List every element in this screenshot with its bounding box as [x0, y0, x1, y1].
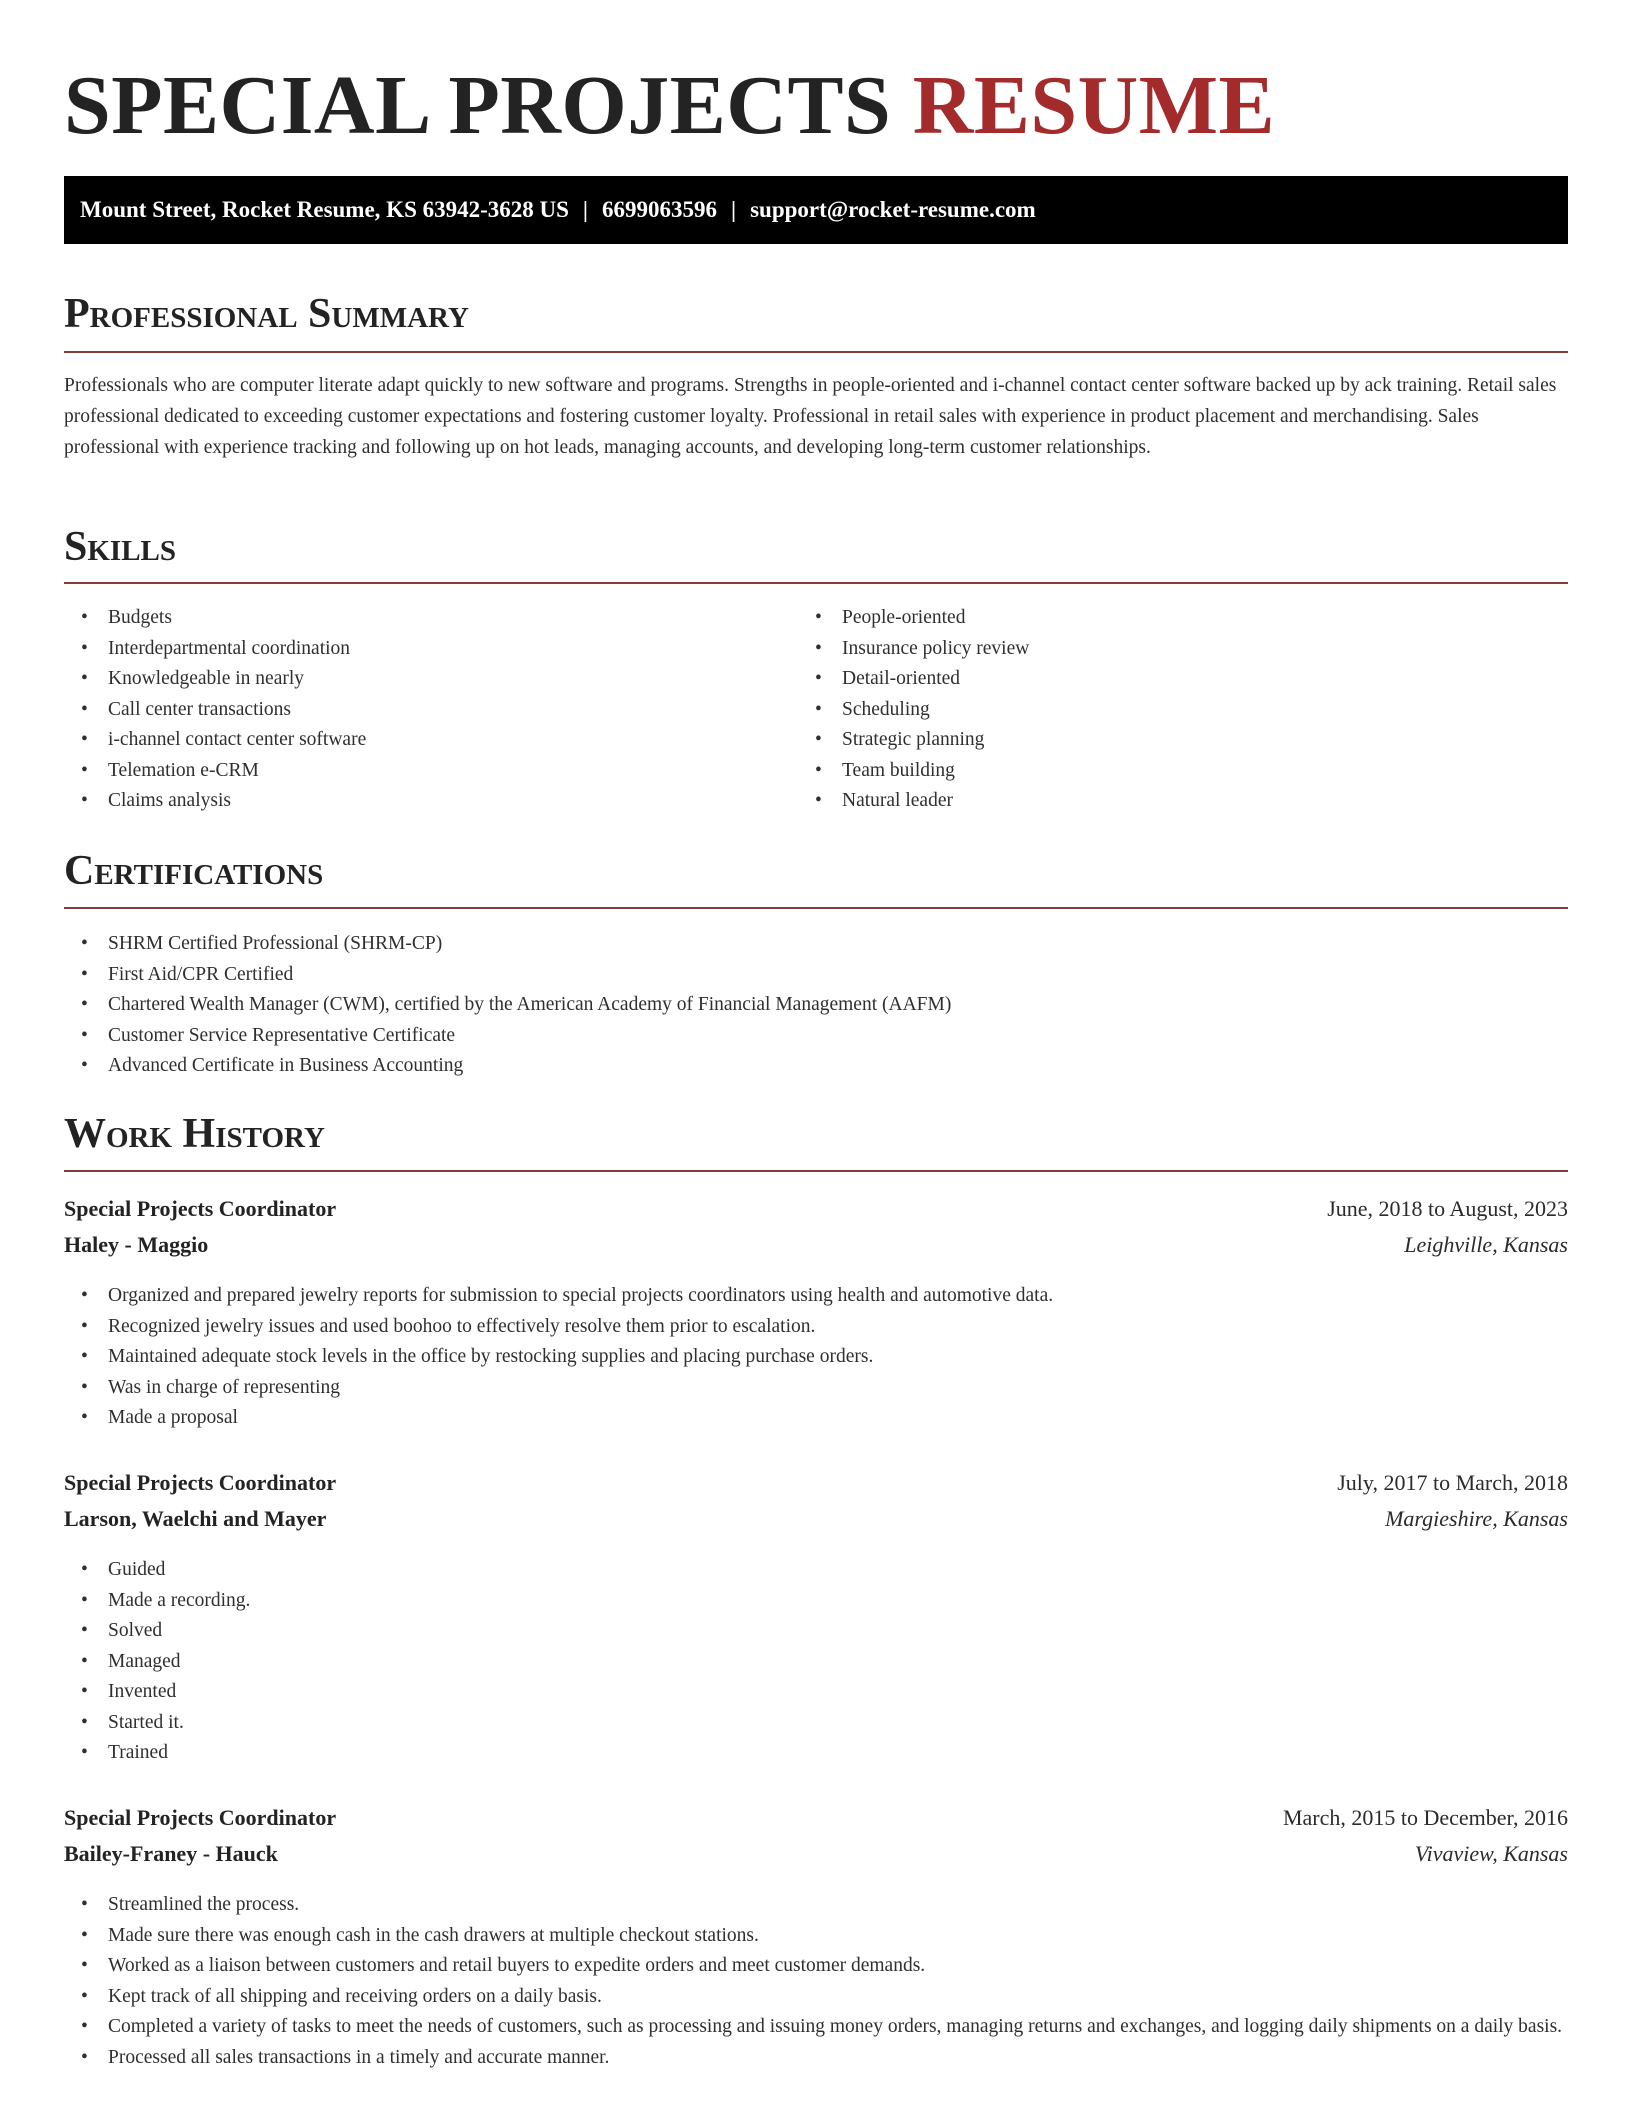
- job-bullet: • Recognized jewelry issues and used boohoo to effectively resolve them prior to escalation.: [64, 1312, 1568, 1343]
- contact-separator: |: [582, 197, 588, 222]
- job-bullets: [64, 1890, 1568, 2073]
- skill-item: • Strategic planning: [798, 725, 1498, 756]
- job-dates: March, 2015 to December, 2016: [1282, 1805, 1568, 1830]
- skills-list-left: [64, 603, 764, 817]
- job-bullet: • Made a proposal: [64, 1403, 1568, 1434]
- skill-item: • Natural leader: [798, 786, 1498, 817]
- section-divider: [64, 351, 1568, 353]
- certification-item: • SHRM Certified Professional (SHRM-CP): [64, 929, 1568, 960]
- skill-item: • Budgets: [64, 603, 764, 634]
- job-bullet: • Processed all sales transactions in a timely and accurate manner.: [64, 2043, 1568, 2074]
- summary-heading: Professional Summary: [64, 291, 469, 337]
- skill-item: • Detail-oriented: [798, 664, 1498, 695]
- contact-phone[interactable]: 6699063596: [602, 197, 717, 222]
- certification-item: • First Aid/CPR Certified: [64, 960, 1568, 991]
- certification-item: • Advanced Certificate in Business Accounting: [64, 1051, 1568, 1082]
- job-company: Bailey-Franey - Hauck: [64, 1841, 278, 1866]
- section-divider: [64, 907, 1568, 909]
- job-bullet: • Trained: [64, 1738, 1568, 1769]
- certifications-list: [64, 929, 1568, 1082]
- job-bullet: • Made sure there was enough cash in the cash drawers at multiple checkout stations.: [64, 1921, 1568, 1952]
- contact-bar: [64, 176, 1568, 244]
- job-title: Special Projects Coordinator: [64, 1805, 337, 1830]
- title-main: SPECIAL PROJECTS: [64, 59, 892, 152]
- skills-list-right: [798, 603, 1498, 817]
- job-bullet: • Managed: [64, 1647, 1568, 1678]
- job-company: Larson, Waelchi and Mayer: [64, 1506, 327, 1531]
- job-bullet: • Invented: [64, 1677, 1568, 1708]
- title-accent: RESUME: [912, 59, 1276, 152]
- job-location: Margieshire, Kansas: [1385, 1506, 1568, 1531]
- job-company: Haley - Maggio: [64, 1232, 209, 1257]
- skills-heading: Skills: [64, 524, 177, 570]
- job-bullet: • Kept track of all shipping and receiving orders on a daily basis.: [64, 1982, 1568, 2013]
- job-location: Vivaview, Kansas: [1414, 1841, 1568, 1866]
- job-bullet: • Guided: [64, 1555, 1568, 1586]
- skill-item: • Scheduling: [798, 695, 1498, 726]
- skill-item: • Team building: [798, 756, 1498, 787]
- job-bullets: [64, 1555, 1568, 1769]
- job-bullet: • Solved: [64, 1616, 1568, 1647]
- job-bullet: • Maintained adequate stock levels in the office by restocking supplies and placing purchase orders.: [64, 1342, 1568, 1373]
- job-bullet: • Streamlined the process.: [64, 1890, 1568, 1921]
- job-title: Special Projects Coordinator: [64, 1470, 337, 1495]
- job-bullet: • Made a recording.: [64, 1586, 1568, 1617]
- section-divider: [64, 582, 1568, 584]
- certifications-heading: Certifications: [64, 848, 324, 894]
- section-divider: [64, 1170, 1568, 1172]
- contact-separator: |: [731, 197, 737, 222]
- job-bullet: • Organized and prepared jewelry reports for submission to special projects coordinators using health and automotive data.: [64, 1281, 1568, 1312]
- job-bullet: • Started it.: [64, 1708, 1568, 1739]
- contact-address: Mount Street, Rocket Resume, KS 63942-3628 US: [80, 197, 569, 222]
- job-dates: July, 2017 to March, 2018: [1337, 1470, 1568, 1495]
- skill-item: • Knowledgeable in nearly: [64, 664, 764, 695]
- skill-item: • Telemation e-CRM: [64, 756, 764, 787]
- certification-item: • Customer Service Representative Certificate: [64, 1021, 1568, 1052]
- job-dates: June, 2018 to August, 2023: [1327, 1196, 1568, 1221]
- skill-item: • Call center transactions: [64, 695, 764, 726]
- job-title: Special Projects Coordinator: [64, 1196, 337, 1221]
- job-location: Leighville, Kansas: [1404, 1232, 1568, 1257]
- certification-item: • Chartered Wealth Manager (CWM), certified by the American Academy of Financial Management (AAFM): [64, 990, 1568, 1021]
- skill-item: • People-oriented: [798, 603, 1498, 634]
- skill-item: • i-channel contact center software: [64, 725, 764, 756]
- work-history-heading: Work History: [64, 1111, 325, 1157]
- resume-title: [64, 56, 1275, 156]
- skill-item: • Interdepartmental coordination: [64, 634, 764, 665]
- summary-text: Professionals who are computer literate adapt quickly to new software and programs. Strengths in people-oriented and i-channel contact center software backed up by ack training. Retail sales professional dedicated to exceeding customer expectations and fostering customer loyalty. Professional in retail sales with experience in product placement and merchandising. Sales professional with experience tracking and following up on hot leads, managing accounts, and developing long-term customer relationships.: [64, 375, 1557, 458]
- skill-item: • Claims analysis: [64, 786, 764, 817]
- job-bullet: • Completed a variety of tasks to meet the needs of customers, such as processing and issuing money orders, managing returns and exchanges, and logging daily shipments on a daily basis.: [64, 2012, 1568, 2043]
- contact-email[interactable]: support@rocket-resume.com: [750, 197, 1036, 222]
- job-bullets: [64, 1281, 1568, 1434]
- job-bullet: • Worked as a liaison between customers and retail buyers to expedite orders and meet customer demands.: [64, 1951, 1568, 1982]
- skill-item: • Insurance policy review: [798, 634, 1498, 665]
- job-bullet: • Was in charge of representing: [64, 1373, 1568, 1404]
